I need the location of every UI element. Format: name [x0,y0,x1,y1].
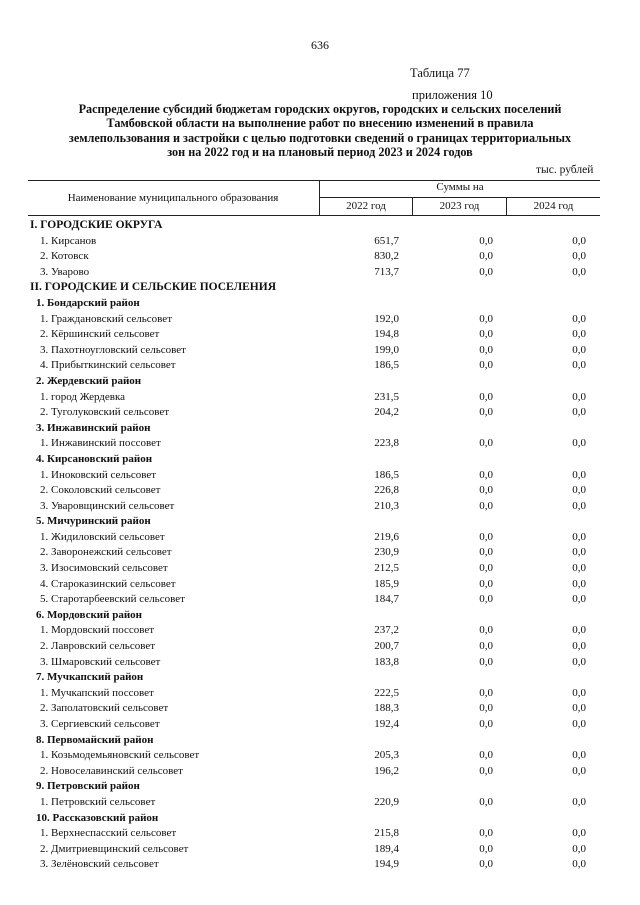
district-heading-row [0,452,640,468]
row-name: 2. Лавровский сельсовет [40,640,156,653]
row-name: 4. Староказинский сельсовет [40,577,176,590]
row-name: 1. Мучкапский поссовет [40,686,154,699]
header-name-column: Наименование муниципального образования [67,192,279,204]
value-2023: 0,0 [479,390,493,403]
row-name: 1. Верхнеспасский сельсовет [40,827,177,840]
value-2022: 192,0 [374,312,399,325]
table-row [0,468,640,484]
value-2023: 0,0 [479,265,493,278]
value-2022: 184,7 [374,593,399,606]
value-2022: 231,5 [374,390,399,403]
table-row [0,483,640,499]
value-2022: 713,7 [374,265,399,278]
row-name: 4. Прибыткинский сельсовет [40,359,176,372]
district-heading-row [0,296,640,312]
row-name: 3. Уваровщинский сельсовет [40,499,175,512]
header-bottom-rule [28,215,600,216]
value-2023: 0,0 [479,577,493,590]
value-2024: 0,0 [572,530,586,543]
row-name: 7. Мучкапский район [36,671,144,684]
header-sums: Суммы на [436,181,484,193]
value-2023: 0,0 [479,655,493,668]
value-2024: 0,0 [572,764,586,777]
table-row [0,686,640,702]
value-2023: 0,0 [479,562,493,575]
district-heading-row [0,421,640,437]
table-row [0,545,640,561]
table-row [0,327,640,343]
title-line: землепользования и застройки с целью подготовки сведений о границах территориальных [68,130,572,145]
value-2023: 0,0 [479,640,493,653]
row-name: 2. Соколовский сельсовет [40,484,161,497]
value-2024: 0,0 [572,718,586,730]
row-name: 3. Инжавинский район [36,421,151,434]
value-2022: 830,2 [374,250,399,263]
value-2022: 188,3 [374,702,399,715]
row-name: 6. Мордовский район [36,608,143,621]
value-2022: 189,4 [374,842,399,855]
row-name: 1. Петровский сельсовет [40,795,156,808]
value-2022: 204,2 [374,406,399,419]
row-name: 3. Изосимовский сельсовет [40,562,168,575]
row-name: 5. Мичуринский район [36,515,151,528]
table-row [0,717,640,733]
row-name: 1. Козьмодемьяновский сельсовет [40,749,200,762]
table-row [0,405,640,421]
district-heading-row [0,670,640,686]
value-2023: 0,0 [479,250,493,263]
appendix-reference: приложения 10 [412,88,493,102]
row-name: 10. Рассказовский район [36,811,159,824]
value-2022: 210,3 [374,499,399,512]
value-2024: 0,0 [572,562,586,575]
row-name: 2. Дмитриевщинский сельсовет [40,842,189,855]
value-2022: 186,5 [374,468,399,481]
table-body [0,218,640,873]
header-mid-rule [320,197,600,198]
table-row [0,857,640,873]
value-2023: 0,0 [479,827,493,840]
table-row [0,234,640,250]
page-number: 636 [311,38,329,52]
row-name: 5. Старотарбеевский сельсовет [40,593,185,606]
units-label: тыс. рублей [536,164,594,176]
row-name: 4. Кирсановский район [36,452,153,465]
table-row [0,530,640,546]
table-row [0,358,640,374]
value-2022: 199,0 [374,343,399,356]
value-2022: 205,3 [374,749,399,762]
value-2022: 194,9 [374,858,399,871]
row-name: 2. Туголуковский сельсовет [40,406,170,419]
row-name: 2. Жердевский район [36,374,142,387]
value-2024: 0,0 [572,624,586,637]
value-2024: 0,0 [572,858,586,871]
value-2024: 0,0 [572,390,586,403]
title-line: Тамбовской области на выполнение работ по внесению изменений в правила [106,116,534,131]
value-2023: 0,0 [479,468,493,481]
value-2024: 0,0 [572,484,586,497]
table-row [0,249,640,265]
value-2023: 0,0 [479,499,493,512]
table-row [0,795,640,811]
section-heading-row [0,280,640,296]
value-2022: 230,9 [374,546,399,559]
value-2024: 0,0 [572,655,586,668]
value-2023: 0,0 [479,343,493,356]
row-name: 3. Уварово [40,265,90,278]
table-row [0,390,640,406]
value-2024: 0,0 [572,343,586,356]
row-name: 1. Граждановский сельсовет [40,312,172,325]
row-name: 1. Кирсанов [40,234,97,247]
value-2023: 0,0 [479,702,493,715]
table-row [0,577,640,593]
value-2024: 0,0 [572,593,586,606]
table-row [0,655,640,671]
value-2024: 0,0 [572,546,586,559]
table-row [0,499,640,515]
value-2022: 212,5 [374,562,399,575]
row-name: 3. Сергиевский сельсовет [40,718,160,730]
table-row [0,265,640,281]
value-2024: 0,0 [572,499,586,512]
row-name: 2. Котовск [40,250,89,263]
table-row [0,561,640,577]
value-2024: 0,0 [572,795,586,808]
value-2024: 0,0 [572,265,586,278]
value-2022: 220,9 [374,795,399,808]
row-name: 1. Инжавинский поссовет [40,437,161,450]
value-2022: 237,2 [374,624,399,637]
value-2024: 0,0 [572,749,586,762]
header-year-2022: 2022 год [346,200,386,212]
header-year-2024: 2024 год [533,200,574,212]
value-2023: 0,0 [479,406,493,419]
row-name: 3. Зелёновский сельсовет [40,858,159,871]
value-2024: 0,0 [572,577,586,590]
row-name: II. ГОРОДСКИЕ И СЕЛЬСКИЕ ПОСЕЛЕНИЯ [30,281,277,294]
value-2022: 183,8 [374,655,399,668]
value-2024: 0,0 [572,359,586,372]
row-name: 1. Мордовский поссовет [40,624,155,637]
value-2023: 0,0 [479,359,493,372]
table-row [0,312,640,328]
title-line: зон на 2022 год и на плановый период 2023 и 2024 годов [167,145,473,160]
table-row [0,592,640,608]
row-name: I. ГОРОДСКИЕ ОКРУГА [30,219,163,231]
value-2022: 192,4 [374,718,399,730]
value-2023: 0,0 [479,858,493,871]
row-name: 1. город Жердевка [40,390,126,403]
row-name: 8. Первомайский район [36,733,154,746]
value-2022: 219,6 [374,530,399,543]
value-2022: 196,2 [374,764,399,777]
value-2023: 0,0 [479,546,493,559]
value-2024: 0,0 [572,640,586,653]
district-heading-row [0,733,640,749]
value-2022: 186,5 [374,359,399,372]
value-2024: 0,0 [572,250,586,263]
value-2024: 0,0 [572,328,586,341]
value-2024: 0,0 [572,437,586,450]
value-2023: 0,0 [479,749,493,762]
row-name: 2. Заполатовский сельсовет [40,702,169,715]
value-2022: 200,7 [374,640,399,653]
table-row [0,343,640,359]
district-heading-row [0,514,640,530]
value-2022: 651,7 [374,234,399,247]
value-2022: 226,8 [374,484,399,497]
value-2024: 0,0 [572,468,586,481]
value-2023: 0,0 [479,764,493,777]
row-name: 2. Заворонежский сельсовет [40,546,172,559]
value-2023: 0,0 [479,328,493,341]
value-2022: 185,9 [374,577,399,590]
row-name: 9. Петровский район [36,780,140,793]
value-2022: 194,8 [374,328,399,341]
table-row [0,701,640,717]
value-2022: 215,8 [374,827,399,840]
value-2024: 0,0 [572,827,586,840]
row-name: 2. Кёршинский сельсовет [40,328,160,341]
value-2023: 0,0 [479,718,493,730]
section-heading-row [0,218,640,234]
table-row [0,639,640,655]
row-name: 1. Бондарский район [36,296,140,309]
value-2023: 0,0 [479,624,493,637]
value-2023: 0,0 [479,686,493,699]
value-2023: 0,0 [479,530,493,543]
value-2024: 0,0 [572,842,586,855]
value-2023: 0,0 [479,593,493,606]
table-row [0,748,640,764]
row-name: 1. Иноковский сельсовет [40,468,157,481]
header-year-2023: 2023 год [439,200,480,212]
district-heading-row [0,374,640,390]
value-2024: 0,0 [572,686,586,699]
value-2022: 223,8 [374,437,399,450]
district-heading-row [0,608,640,624]
value-2024: 0,0 [572,406,586,419]
value-2024: 0,0 [572,234,586,247]
row-name: 3. Шмаровский сельсовет [40,655,161,668]
table-row [0,826,640,842]
document-title [40,102,600,160]
value-2023: 0,0 [479,795,493,808]
value-2024: 0,0 [572,702,586,715]
value-2023: 0,0 [479,842,493,855]
table-row [0,436,640,452]
table-row [0,764,640,780]
row-name: 2. Новоселавинский сельсовет [40,764,183,777]
value-2024: 0,0 [572,312,586,325]
table-reference: Таблица 77 [410,66,470,80]
district-heading-row [0,779,640,795]
table-row [0,623,640,639]
value-2023: 0,0 [479,437,493,450]
district-heading-row [0,811,640,827]
value-2023: 0,0 [479,484,493,497]
row-name: 3. Пахотноугловский сельсовет [40,343,186,356]
title-line: Распределение субсидий бюджетам городских округов, городских и сельских поселений [78,102,562,116]
value-2023: 0,0 [479,312,493,325]
value-2022: 222,5 [374,686,399,699]
value-2023: 0,0 [479,234,493,247]
table-row [0,842,640,858]
row-name: 1. Жидиловский сельсовет [40,530,165,543]
